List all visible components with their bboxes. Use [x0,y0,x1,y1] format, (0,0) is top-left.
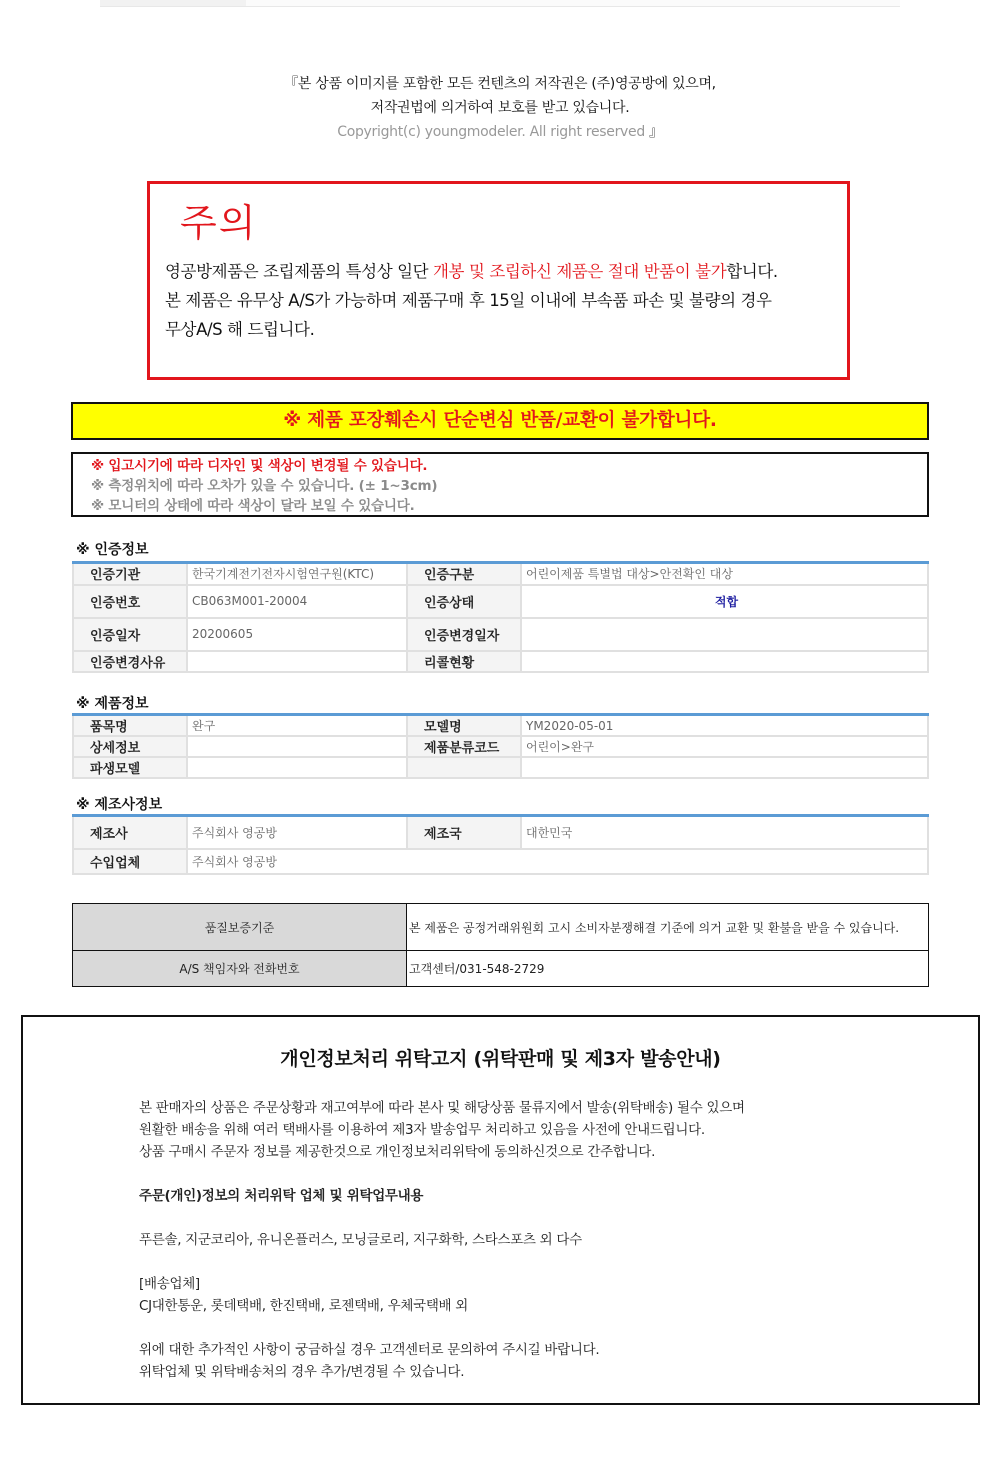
quality-standard-value: 본 제품은 공정거래위원회 고시 소비자분쟁해결 기준에 의거 교환 및 환불을 받을 수 있습니다. [407,904,929,951]
product-info-title: ※ 제품정보 [76,696,149,712]
cert-number-label: 인증번호 [73,585,187,618]
recall-status-label: 리콜현황 [407,651,521,672]
shipping-label: [배송업체] [139,1276,200,1292]
copyright-line-3 [0,120,1000,144]
cert-change-date-value [521,618,928,651]
copyright-line-2: 저작권법에 의거하여 보호를 받고 있습니다. [370,100,630,116]
shipping-list: CJ대한통운, 롯데택배, 한진택배, 로젠택배, 우체국택배 외 [139,1298,469,1314]
top-tab-strip [100,0,900,7]
open-bracket: 『 [284,76,298,92]
cert-change-date-label: 인증변경일자 [407,618,521,651]
note-design-change: ※ 입고시기에 따라 디자인 및 색상이 변경될 수 있습니다. [91,458,428,474]
privacy-intro-3: 상품 구매시 주문자 정보를 제공한것으로 개인정보처리위탁에 동의하신것으로 간주합니다. [139,1144,656,1160]
quality-standard-label: 품질보증기준 [73,904,407,951]
empty-value [521,757,928,778]
top-strip-tab-left [100,0,246,6]
table-row [73,951,929,987]
no-return-banner [71,402,929,440]
as-contact-value: 고객센터/031-548-2729 [407,951,929,987]
category-code-label: 제품분류코드 [407,736,521,757]
country-value: 대한민국 [521,816,928,849]
cert-number-value: CB063M001-20004 [187,585,407,618]
importer-label: 수입업체 [73,849,187,874]
privacy-intro-2: 원활한 배송을 위해 여러 택배사를 이용하여 제3자 발송업무 처리하고 있음을 사전에 안내드립니다. [139,1122,705,1138]
table-row [73,563,928,585]
privacy-body [139,1097,919,1383]
certification-table [72,561,929,673]
caution-line-2: 본 제품은 유무상 A/S가 가능하며 제품구매 후 15일 이내에 부속품 파손 및 불량의 경우 [165,291,772,310]
derived-model-label: 파생모델 [73,757,187,778]
cert-status-label: 인증상태 [407,585,521,618]
privacy-title: 개인정보처리 위탁고지 (위탁판매 및 제3자 발송안내) [280,1048,721,1070]
caution-highlight: 개봉 및 조립하신 제품은 절대 반품이 불가 [433,262,727,281]
quality-table [72,903,929,987]
table-row [73,816,928,849]
cert-status-value: 적합 [521,585,928,618]
caution-line-1-prefix: 영공방제품은 조립제품의 특성상 일단 [165,262,434,281]
recall-status-value [521,651,928,672]
top-strip-tab-right [246,0,900,6]
caution-title: 주의 [180,201,258,245]
note-measurement: ※ 측정위치에 따라 오차가 있을 수 있습니다. (± 1~3cm) [91,478,438,494]
manufacturer-info-title: ※ 제조사정보 [76,797,163,813]
no-return-text: ※ 제품 포장훼손시 단순변심 반품/교환이 불가합니다. [283,410,717,431]
importer-value: 주식회사 영공방 [187,849,928,874]
privacy-partners: 푸른솔, 지군코리아, 유니온플러스, 모닝글로리, 지구화학, 스타스포츠 외 다수 [139,1232,582,1248]
privacy-closing-2: 위탁업체 및 위탁배송처의 경우 추가/변경될 수 있습니다. [139,1364,465,1380]
item-name-label: 품목명 [73,715,187,737]
product-info-table [72,713,929,779]
table-row [73,618,928,651]
table-row [73,651,928,672]
model-name-label: 모델명 [407,715,521,737]
as-contact-label: A/S 책임자와 전화번호 [73,951,407,987]
table-row [73,736,928,757]
cert-date-label: 인증일자 [73,618,187,651]
privacy-intro-1: 본 판매자의 상품은 주문상황과 재고여부에 따라 본사 및 해당상품 물류지에서 발송(위탁배송) 될수 있으며 [139,1100,745,1116]
derived-model-value [187,757,407,778]
caution-line-1-suffix: 합니다. [726,262,778,281]
privacy-closing-1: 위에 대한 추가적인 사항이 궁금하실 경우 고객센터로 문의하여 주시길 바랍니다. [139,1342,600,1358]
cert-change-reason-value [187,651,407,672]
notes-box [71,452,929,517]
table-row [73,715,928,737]
table-row [73,849,928,874]
caution-line-3: 무상A/S 해 드립니다. [165,320,315,339]
copyright-line-1 [0,72,1000,96]
model-name-value: YM2020-05-01 [521,715,928,737]
manufacturer-label: 제조사 [73,816,187,849]
caution-line-1 [165,257,845,286]
manufacturer-value: 주식회사 영공방 [187,816,407,849]
country-label: 제조국 [407,816,521,849]
privacy-notice-box [21,1015,980,1405]
detail-info-value [187,736,407,757]
cert-change-reason-label: 인증변경사유 [73,651,187,672]
close-bracket: 』 [649,124,663,140]
category-code-value: 어린이>완구 [521,736,928,757]
table-row [73,585,928,618]
table-row [73,757,928,778]
manufacturer-info-table [72,814,929,875]
cert-date-value: 20200605 [187,618,407,651]
note-monitor-color: ※ 모니터의 상태에 따라 색상이 달라 보일 수 있습니다. [91,498,415,514]
caution-box [147,181,850,380]
copyright-notice [0,72,1000,144]
certification-title: ※ 인증정보 [76,542,149,558]
cert-type-label: 인증구분 [407,563,521,585]
cert-agency-label: 인증기관 [73,563,187,585]
privacy-subheading: 주문(개인)정보의 처리위탁 업체 및 위탁업무내용 [139,1188,424,1204]
cert-agency-value: 한국기계전기전자시험연구원(KTC) [187,563,407,585]
table-row [73,904,929,951]
detail-info-label: 상세정보 [73,736,187,757]
copyright-text-1: 본 상품 이미지를 포함한 모든 컨텐츠의 저작권은 (주)영공방에 있으며, [297,76,716,92]
item-name-value: 완구 [187,715,407,737]
cert-type-value: 어린이제품 특별법 대상>안전확인 대상 [521,563,928,585]
copyright-english: Copyright(c) youngmodeler. All right reserved [337,124,645,140]
caution-body [165,257,845,344]
empty-label [407,757,521,778]
